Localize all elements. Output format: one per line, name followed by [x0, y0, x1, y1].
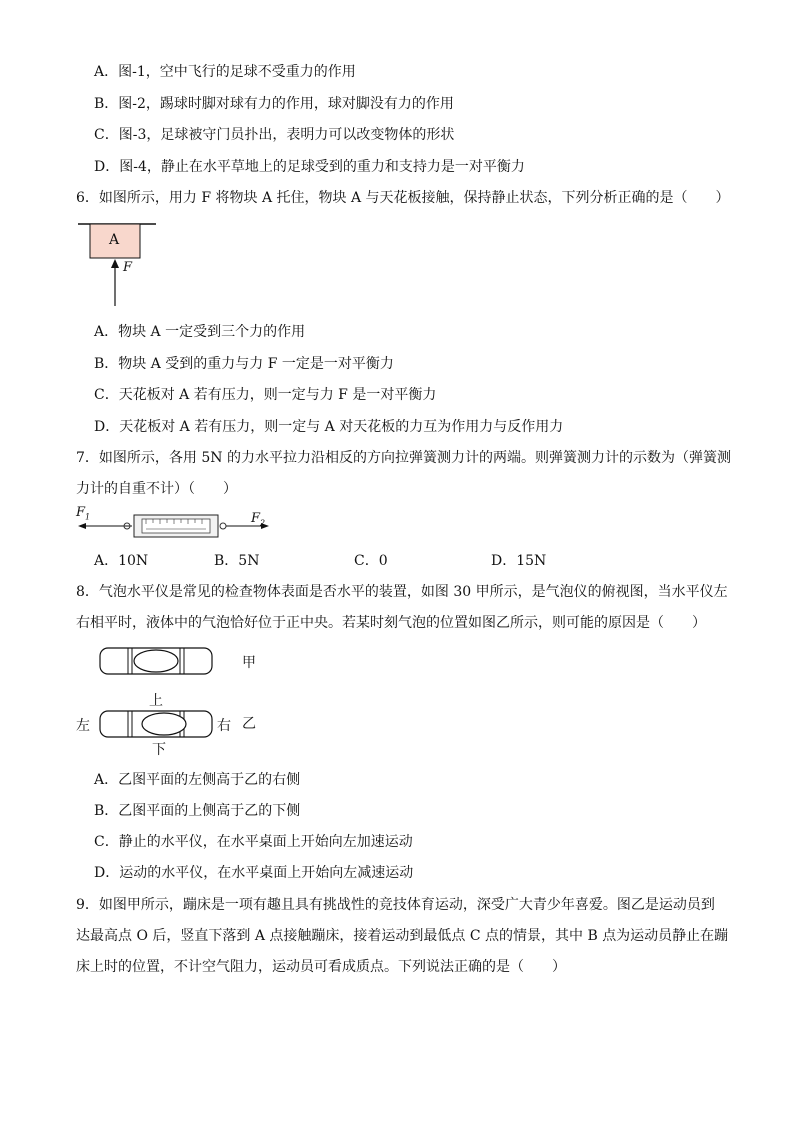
q5-option-d: D．图-4，静止在水平草地上的足球受到的重力和支持力是一对平衡力 [94, 159, 525, 175]
q7-figure [76, 507, 276, 543]
q7-option-c: C．0 [354, 553, 388, 569]
label-left: 左 [76, 718, 90, 734]
f1-arrow-head [78, 523, 86, 529]
right-hook [220, 523, 226, 529]
force-arrow-head [111, 259, 119, 268]
q8-option-b: B．乙图平面的上侧高于乙的下侧 [94, 803, 301, 819]
force-f-label: F [123, 260, 133, 275]
q8-option-c: C．静止的水平仪，在水平桌面上开始向左加速运动 [94, 834, 413, 850]
scale-window [142, 519, 210, 533]
ceiling-block-diagram [76, 218, 166, 313]
q6-figure [76, 218, 166, 313]
label-down: 下 [152, 742, 166, 758]
q6-option-c: C．天花板对 A 若有压力，则一定与力 F 是一对平衡力 [94, 387, 437, 403]
q6-option-d: D．天花板对 A 若有压力，则一定与 A 对天花板的力互为作用力与反作用力 [94, 419, 564, 435]
q7-option-a: A．10N [94, 553, 149, 569]
q7-option-d: D．15N [491, 553, 547, 569]
label-jia: 甲 [242, 655, 256, 671]
block-a-label: A [109, 232, 120, 248]
label-right: 右 [217, 718, 231, 734]
f2-label: $F_2$ [251, 511, 266, 528]
q7-stem-line2: 力计的自重不计）（ ） [76, 481, 237, 497]
q8-stem-line1: 8．气泡水平仪是常见的检查物体表面是否水平的装置，如图 30 甲所示，是气泡仪的俯视图，当水平仪左 [76, 584, 728, 600]
spring-scale-diagram [76, 507, 276, 543]
q7-option-b: B．5N [214, 553, 260, 569]
q8-stem-line2: 右相平时，液体中的气泡恰好位于正中央。若某时刻气泡的位置如图乙所示，则可能的原因是（ ） [76, 615, 706, 631]
level-jia [100, 648, 212, 674]
q8-option-d: D．运动的水平仪，在水平桌面上开始向左减速运动 [94, 865, 414, 881]
label-yi: 乙 [242, 716, 256, 732]
level-yi [100, 711, 212, 737]
q5-option-c: C．图-3，足球被守门员扑出，表明力可以改变物体的形状 [94, 127, 455, 143]
q7-stem-line1: 7．如图所示，各用 5N 的力水平拉力沿相反的方向拉弹簧测力计的两端。则弹簧测力计的示数为（弹簧测 [76, 450, 731, 466]
q8-figure [74, 640, 274, 760]
q6-stem: 6．如图所示，用力 F 将物块 A 托住，物块 A 与天花板接触，保持静止状态，下列分析正确的是（ ） [76, 190, 730, 206]
q9-stem-line1: 9．如图甲所示，蹦床是一项有趣且具有挑战性的竞技体育运动，深受广大青少年喜爱。图乙是运动员到 [76, 897, 715, 913]
q9-stem-line3: 床上时的位置，不计空气阻力，运动员可看成质点。下列说法正确的是（ ） [76, 959, 566, 975]
q9-stem-line2: 达最高点 O 后，竖直下落到 A 点接触蹦床，接着运动到最低点 C 点的情景，其中 B 点为运动员静止在蹦 [76, 928, 729, 944]
label-up: 上 [149, 693, 163, 709]
f1-label: $F_1$ [76, 505, 91, 522]
q6-option-b: B．物块 A 受到的重力与力 F 一定是一对平衡力 [94, 356, 394, 372]
q8-option-a: A．乙图平面的左侧高于乙的右侧 [94, 772, 301, 788]
q5-option-b: B．图-2，踢球时脚对球有力的作用，球对脚没有力的作用 [94, 96, 454, 112]
q6-option-a: A．物块 A 一定受到三个力的作用 [94, 324, 306, 340]
q5-option-a: A．图-1，空中飞行的足球不受重力的作用 [94, 64, 356, 80]
